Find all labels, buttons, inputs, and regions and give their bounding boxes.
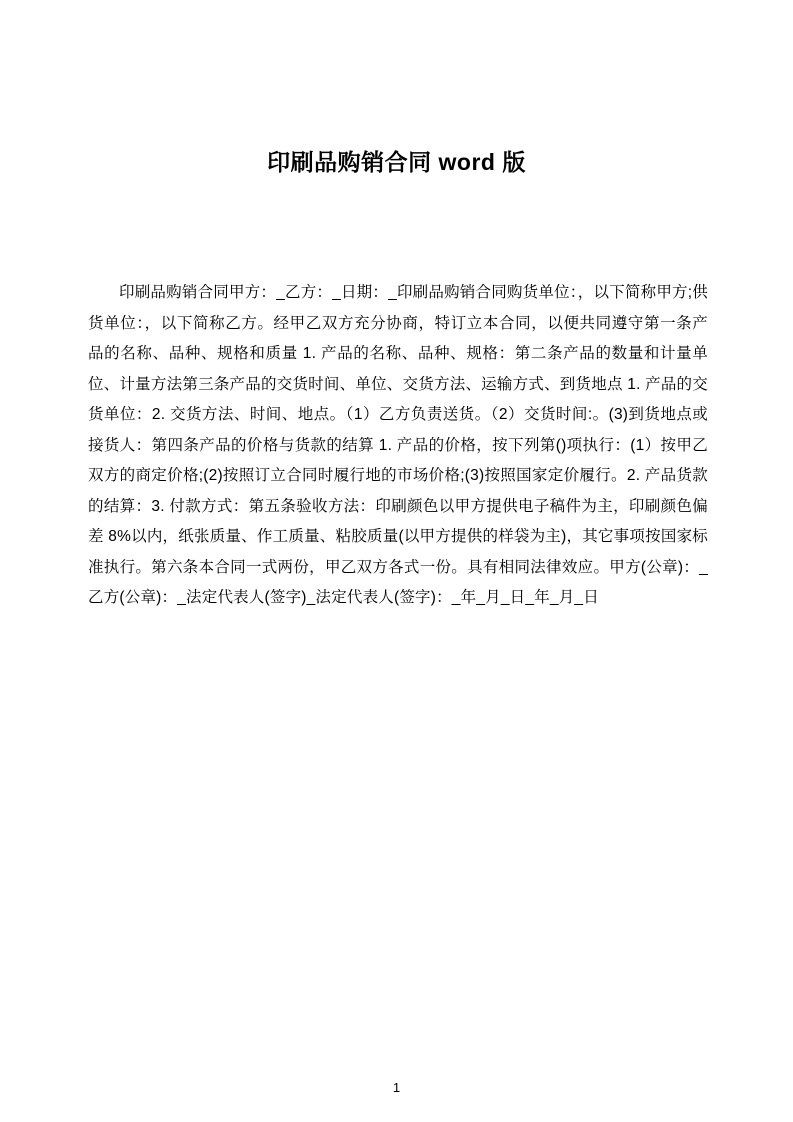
document-body [88,278,708,614]
page-title: 印刷品购销合同 word 版 [267,149,526,176]
body-paragraph: 印刷品购销合同甲方：_乙方：_日期：_印刷品购销合同购货单位：，以下简称甲方;供货单位：，以下简称乙方。经甲乙双方充分协商，特订立本合同，以便共同遵守第一条产品的名称、品种、规格和质量 1. 产品的名称、品种、规格：第二条产品的数量和计量单位、计量方法第三条产品的交货时间、单位、交货方法、运输方式、到货地点 1. 产品的交货单位：2. 交货方法、时间、地点。（1）乙方负责送货。（2）交货时间:。(3)到货地点或接货人：第四条产品的价格与货款的结算 1. 产品的价格，按下列第()项执行：(1）按甲乙双方的商定价格;(2)按照订立合同时履行地的市场价格;(3)按照国家定价履行。2. 产品货款的结算：3. 付款方式：第五条验收方法：印刷颜色以甲方提供电子稿件为主，印刷颜色偏差 8%以内，纸张质量、作工质量、粘胶质量(以甲方提供的样袋为主)，其它事项按国家标准执行。第六条本合同一式两份，甲乙双方各式一份。具有相同法律效应。甲方(公章)：_乙方(公章)：_法定代表人(签字)_法定代表人(签字)：_年_月_日_年_月_日 [88,284,708,606]
page-number: 1 [392,1080,401,1095]
